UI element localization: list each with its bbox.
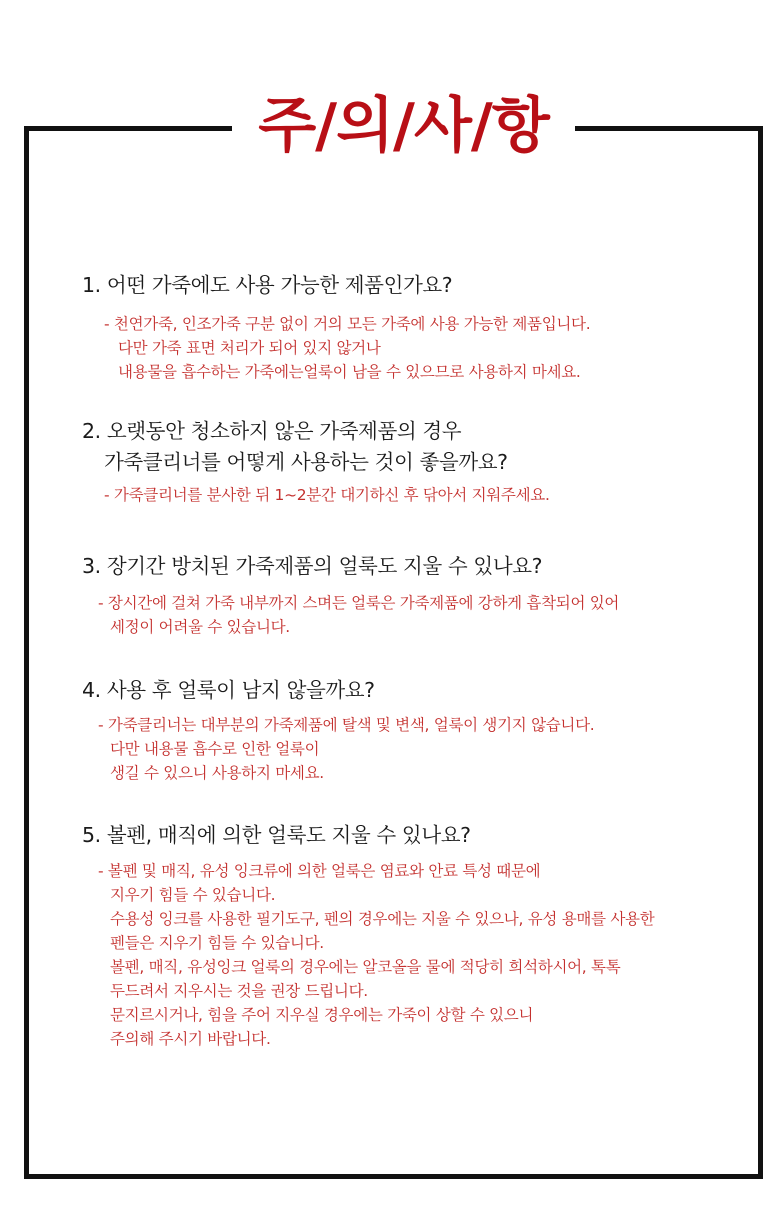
faq-answer-5-line-7: 문지르시거나, 힘을 주어 지우실 경우에는 가죽이 상할 수 있으니 xyxy=(110,1006,534,1024)
faq-question-4 xyxy=(82,675,375,706)
faq-answer-5-line-5: 볼펜, 매직, 유성잉크 얼룩의 경우에는 알코올을 물에 적당히 희석하시어, 톡톡 xyxy=(110,958,621,976)
faq-question-4-line-1: 4. 사용 후 얼룩이 남지 않을까요? xyxy=(82,678,375,702)
faq-answer-4 xyxy=(98,713,594,785)
faq-answer-5-line-6: 두드려서 지우시는 것을 권장 드립니다. xyxy=(110,982,368,1000)
faq-question-3-line-1: 3. 장기간 방치된 가죽제품의 얼룩도 지울 수 있나요? xyxy=(82,554,543,578)
faq-answer-5-line-2: 지우기 힘들 수 있습니다. xyxy=(110,886,276,904)
faq-question-5 xyxy=(82,820,471,851)
faq-answer-3-line-2: 세정이 어려울 수 있습니다. xyxy=(110,618,290,636)
faq-question-1 xyxy=(82,270,452,301)
faq-question-3 xyxy=(82,551,542,582)
faq-answer-3-line-1: - 장시간에 걸쳐 가죽 내부까지 스며든 얼룩은 가죽제품에 강하게 흡착되어 있어 xyxy=(98,594,620,612)
faq-answer-5 xyxy=(98,859,654,1051)
faq-answer-4-line-1: - 가죽클리너는 대부분의 가죽제품에 탈색 및 변색, 얼룩이 생기지 않습니다. xyxy=(98,716,595,734)
faq-answer-1-line-1: - 천연가죽, 인조가죽 구분 없이 거의 모든 가죽에 사용 가능한 제품입니다. xyxy=(104,315,591,333)
faq-answer-1 xyxy=(104,312,590,384)
faq-answer-5-line-3: 수용성 잉크를 사용한 필기도구, 펜의 경우에는 지울 수 있으나, 유성 용매를 사용한 xyxy=(110,910,655,928)
faq-question-2-line-1: 2. 오랫동안 청소하지 않은 가죽제품의 경우 xyxy=(82,419,462,443)
faq-question-2 xyxy=(82,416,508,478)
faq-answer-5-line-4: 펜들은 지우기 힘들 수 있습니다. xyxy=(110,934,324,952)
faq-answer-4-line-3: 생길 수 있으니 사용하지 마세요. xyxy=(110,764,324,782)
faq-question-2-line-2: 가죽클리너를 어떻게 사용하는 것이 좋을까요? xyxy=(104,450,508,474)
faq-answer-4-line-2: 다만 내용물 흡수로 인한 얼룩이 xyxy=(110,740,320,758)
faq-answer-1-line-3: 내용물을 흡수하는 가죽에는얼룩이 남을 수 있으므로 사용하지 마세요. xyxy=(118,363,581,381)
faq-answer-5-line-8: 주의해 주시기 바랍니다. xyxy=(110,1030,271,1048)
faq-question-5-line-1: 5. 볼펜, 매직에 의한 얼룩도 지울 수 있나요? xyxy=(82,823,471,847)
faq-answer-2-line-1: - 가죽클리너를 분사한 뒤 1~2분간 대기하신 후 닦아서 지워주세요. xyxy=(104,486,550,504)
faq-answer-3 xyxy=(98,591,619,639)
faq-answer-1-line-2: 다만 가죽 표면 처리가 되어 있지 않거나 xyxy=(118,339,381,357)
faq-answer-2 xyxy=(104,483,550,507)
faq-question-1-line-1: 1. 어떤 가죽에도 사용 가능한 제품인가요? xyxy=(82,273,453,297)
page-title: 주/의/사/항 xyxy=(258,91,549,161)
faq-answer-5-line-1: - 볼펜 및 매직, 유성 잉크류에 의한 얼룩은 염료와 안료 특성 때문에 xyxy=(98,862,541,880)
